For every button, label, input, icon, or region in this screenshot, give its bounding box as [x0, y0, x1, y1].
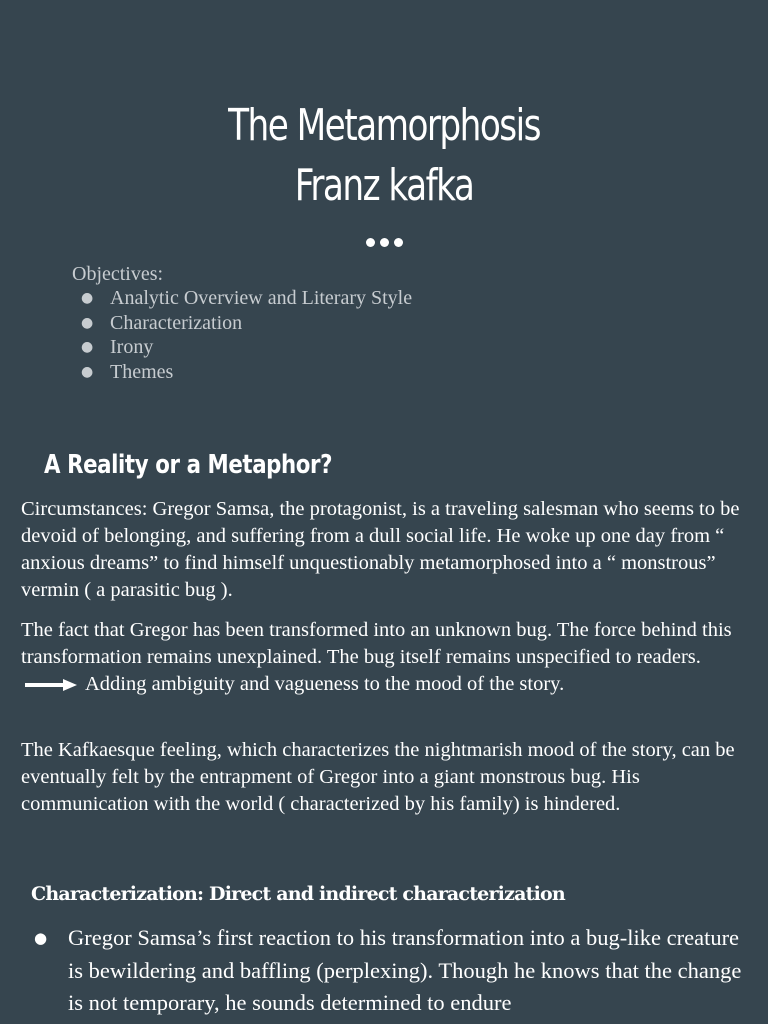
ellipsis-icon [366, 236, 406, 248]
dot [380, 238, 389, 247]
section-heading: A Reality or a Metaphor? [44, 450, 333, 480]
title-line-1: The Metamorphosis [228, 100, 540, 151]
list-item [72, 360, 412, 384]
page-title [84, 96, 683, 216]
bullet-icon: ● [81, 363, 94, 380]
objective-text: Characterization [110, 311, 243, 334]
objective-text: Analytic Overview and Literary Style [110, 287, 413, 310]
objectives-list [72, 286, 412, 384]
paragraph-text: Adding ambiguity and vagueness to the mood of the story. [85, 673, 565, 695]
dot [394, 238, 403, 247]
paragraph-transformation [21, 617, 751, 698]
characterization-heading: Characterization: Direct and indirect characterization [31, 883, 565, 905]
bullet-icon: ● [34, 929, 48, 947]
list-item [72, 311, 412, 335]
list-item [72, 286, 412, 310]
title-line-2: Franz kafka [294, 160, 474, 211]
paragraph-kafkaesque: The Kafkaesque feeling, which characterizes the nightmarish mood of the story, can be eventually felt by the entrapment of Gregor into a giant monstrous bug. His communication with the world ( characterized by his family) is hindered. [21, 739, 735, 815]
bullet-icon: ● [81, 314, 94, 331]
list-item [72, 335, 412, 359]
characterization-list [30, 922, 742, 1020]
characterization-text: Gregor Samsa’s first reaction to his transformation into a bug-like creature is bewildering and baffling (perplexing). Though he knows that the change is not temporary, he sounds determined to endure [68, 925, 742, 1015]
objectives-block [72, 262, 412, 384]
dot [366, 238, 375, 247]
paragraph-circumstances: Circumstances: Gregor Samsa, the protagonist, is a traveling salesman who seems to be devoid of belonging, and suffering from a dull social life. He woke up one day from “ anxious dreams” to find himself unquestionably metamorphosed into a “ monstrous” vermin ( a parasitic bug ). [21, 498, 740, 601]
objectives-label: Objectives: [72, 263, 164, 285]
paragraph-text: The fact that Gregor has been transformed into an unknown bug. The force behind this transformation remains unexplained. The bug itself remains unspecified to readers. [21, 619, 732, 668]
bullet-icon: ● [81, 290, 94, 307]
objective-text: Themes [110, 360, 174, 383]
right-arrow-icon [25, 678, 77, 692]
bullet-icon: ● [81, 339, 94, 356]
objective-text: Irony [110, 336, 154, 359]
list-item [30, 922, 742, 1020]
